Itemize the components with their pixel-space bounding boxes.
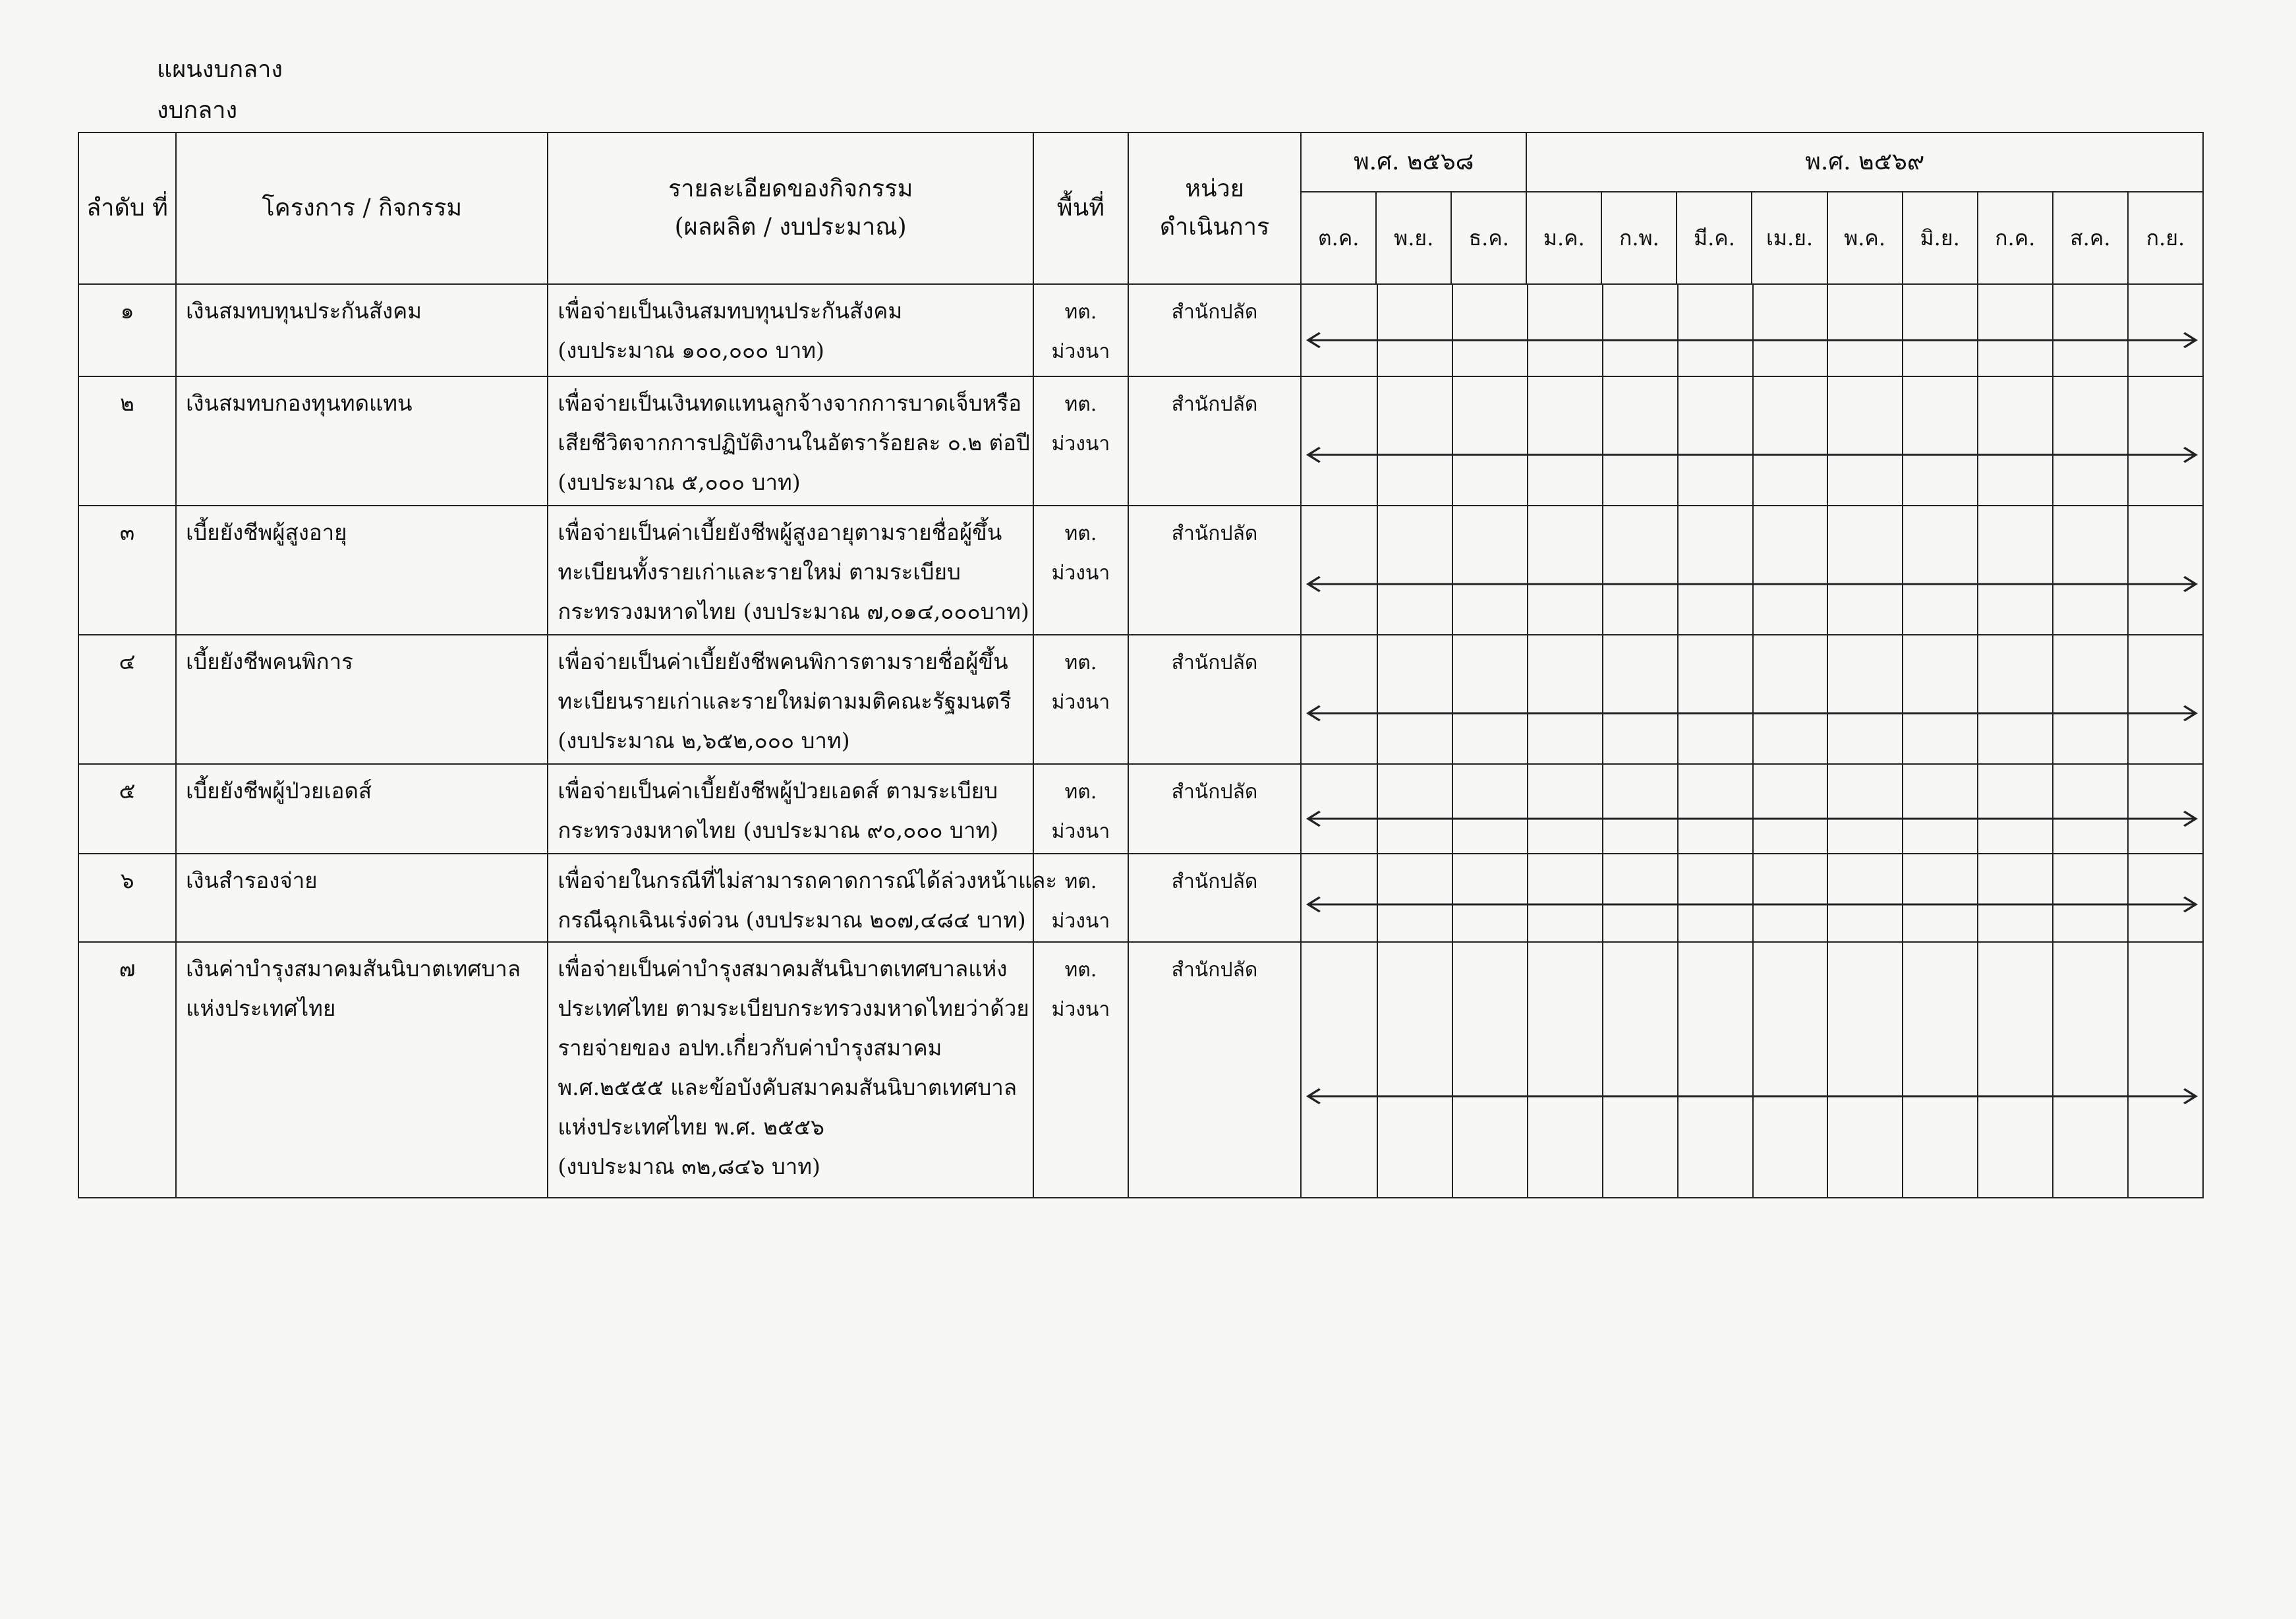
schedule-arrow — [1306, 330, 2198, 350]
header-month: ก.ค. — [1978, 192, 2053, 284]
header-month: พ.ค. — [1827, 192, 1903, 284]
header-area: พื้นที่ — [1033, 132, 1128, 284]
schedule-arrow — [1306, 1086, 2198, 1106]
table-row — [78, 376, 2203, 506]
row-number: ๑ — [78, 284, 176, 376]
month-divider — [2127, 377, 2129, 505]
plan-heading: แผนงบกลาง — [157, 56, 283, 83]
responsible-unit: สำนักปลัด — [1128, 764, 1301, 854]
header-unit-line2: ดำเนินการ — [1159, 214, 1270, 241]
detail-line: แห่งประเทศไทย พ.ศ. ๒๕๕๖ — [558, 1114, 824, 1140]
month-divider — [2127, 635, 2129, 763]
area-line: ทต. — [1064, 301, 1097, 324]
month-divider — [1677, 635, 1679, 763]
month-divider — [1977, 506, 1978, 634]
month-divider — [1602, 635, 1603, 763]
header-month: ต.ค. — [1301, 192, 1376, 284]
table-body — [78, 284, 2203, 1198]
month-divider — [1827, 943, 1828, 1197]
month-divider — [2052, 635, 2053, 763]
project-name: เงินสมทบกองทุนทดแทน — [176, 376, 548, 506]
responsible-unit: สำนักปลัด — [1128, 506, 1301, 635]
schedule-cell — [1301, 506, 2203, 635]
month-divider — [2052, 943, 2053, 1197]
table-row — [78, 764, 2203, 854]
activity-detail — [548, 942, 1033, 1198]
project-name: เบี้ยยังชีพคนพิการ — [176, 635, 548, 764]
detail-line: เพื่อจ่ายเป็นค่าเบี้ยยังชีพคนพิการตามรายชื่อผู้ขึ้น — [558, 649, 1008, 674]
detail-line: กรณีฉุกเฉินเร่งด่วน (งบประมาณ ๒๐๗,๔๘๔ บาท) — [558, 907, 1026, 933]
month-divider — [1602, 506, 1603, 634]
area-line: ทต. — [1064, 393, 1097, 416]
project-name: เงินสมทบทุนประกันสังคม — [176, 284, 548, 376]
header-month: ก.ย. — [2128, 192, 2203, 284]
activity-plan-table — [78, 132, 2204, 1198]
schedule-arrow — [1306, 895, 2198, 914]
area-line: ม่วงนา — [1051, 820, 1110, 843]
month-divider — [1527, 506, 1528, 634]
month-divider — [1977, 635, 1978, 763]
project-name: เงินสำรองจ่าย — [176, 854, 548, 942]
month-gridlines — [1302, 635, 2202, 763]
responsible-unit: สำนักปลัด — [1128, 854, 1301, 942]
area-line: ม่วงนา — [1051, 998, 1110, 1021]
header-project: โครงการ / กิจกรรม — [176, 132, 548, 284]
row-number: ๓ — [78, 506, 176, 635]
detail-line: เพื่อจ่ายเป็นค่าบำรุงสมาคมสันนิบาตเทศบาลแห่ง — [558, 956, 1008, 982]
table-header — [78, 132, 2203, 284]
month-divider — [1527, 635, 1528, 763]
row-number: ๒ — [78, 376, 176, 506]
area-line: ม่วงนา — [1051, 562, 1110, 585]
month-divider — [1752, 943, 1754, 1197]
detail-line: ประเทศไทย ตามระเบียบกระทรวงมหาดไทยว่าด้วย — [558, 995, 1029, 1021]
month-divider — [1827, 635, 1828, 763]
detail-line: เสียชีวิตจากการปฏิบัติงานในอัตราร้อยละ ๐.๒ ต่อปี — [558, 430, 1030, 456]
month-divider — [1752, 635, 1754, 763]
schedule-cell — [1301, 854, 2203, 942]
header-detail-line2: (ผลผลิต / งบประมาณ) — [674, 214, 907, 241]
month-divider — [1677, 377, 1679, 505]
responsible-unit: สำนักปลัด — [1128, 942, 1301, 1198]
row-number: ๕ — [78, 764, 176, 854]
activity-detail — [548, 764, 1033, 854]
schedule-cell — [1301, 942, 2203, 1198]
detail-line: (งบประมาณ ๒,๖๕๒,๐๐๐ บาท) — [558, 728, 850, 753]
project-name: เบี้ยยังชีพผู้ป่วยเอดส์ — [176, 764, 548, 854]
month-gridlines — [1302, 943, 2202, 1197]
month-divider — [1977, 377, 1978, 505]
schedule-arrow — [1306, 809, 2198, 829]
schedule-cell — [1301, 764, 2203, 854]
header-month: เม.ย. — [1752, 192, 1827, 284]
month-divider — [1752, 377, 1754, 505]
month-divider — [1902, 635, 1903, 763]
area-cell — [1033, 284, 1128, 376]
month-divider — [2127, 506, 2129, 634]
area-line: ทต. — [1064, 958, 1097, 982]
detail-line: (งบประมาณ ๑๐๐,๐๐๐ บาท) — [558, 338, 824, 363]
detail-line: รายจ่ายของ อปท.เกี่ยวกับค่าบำรุงสมาคม — [558, 1035, 942, 1061]
header-month: มิ.ย. — [1903, 192, 1978, 284]
month-divider — [2052, 377, 2053, 505]
header-month: มี.ค. — [1677, 192, 1752, 284]
area-line: ทต. — [1064, 522, 1097, 545]
month-divider — [1602, 943, 1603, 1197]
schedule-arrow — [1306, 574, 2198, 594]
header-month: ก.พ. — [1601, 192, 1677, 284]
header-month: ม.ค. — [1526, 192, 1601, 284]
month-divider — [1827, 506, 1828, 634]
month-divider — [1752, 506, 1754, 634]
row-number: ๗ — [78, 942, 176, 1198]
month-divider — [1977, 943, 1978, 1197]
detail-line: (งบประมาณ ๓๒,๘๔๖ บาท) — [558, 1154, 820, 1179]
area-cell — [1033, 764, 1128, 854]
month-divider — [1827, 377, 1828, 505]
area-line: ทต. — [1064, 780, 1097, 804]
header-detail — [548, 132, 1033, 284]
area-cell — [1033, 506, 1128, 635]
month-divider — [1377, 635, 1378, 763]
month-divider — [1452, 635, 1453, 763]
area-cell — [1033, 635, 1128, 764]
table-row — [78, 506, 2203, 635]
detail-line: พ.ศ.๒๕๕๕ และข้อบังคับสมาคมสันนิบาตเทศบาล — [558, 1074, 1018, 1100]
header-unit-line1: หน่วย — [1185, 175, 1244, 202]
schedule-cell — [1301, 376, 2203, 506]
header-month: ธ.ค. — [1451, 192, 1526, 284]
project-name: เงินค่าบำรุงสมาคมสันนิบาตเทศบาลแห่งประเทศไทย — [176, 942, 548, 1198]
row-number: ๖ — [78, 854, 176, 942]
header-no: ลำดับ ที่ — [78, 132, 176, 284]
detail-line: กระทรวงมหาดไทย (งบประมาณ ๗,๐๑๔,๐๐๐บาท) — [558, 599, 1029, 624]
detail-line: เพื่อจ่ายเป็นเงินสมทบทุนประกันสังคม — [558, 298, 903, 324]
month-divider — [1527, 377, 1528, 505]
month-divider — [2052, 506, 2053, 634]
detail-line: ทะเบียนรายเก่าและรายใหม่ตามมติคณะรัฐมนตรี — [558, 688, 1012, 714]
header-month: ส.ค. — [2053, 192, 2128, 284]
table-row — [78, 284, 2203, 376]
schedule-arrow — [1306, 445, 2198, 465]
responsible-unit: สำนักปลัด — [1128, 635, 1301, 764]
row-number: ๔ — [78, 635, 176, 764]
area-line: ม่วงนา — [1051, 910, 1110, 933]
plan-subheading: งบกลาง — [157, 97, 238, 124]
header-year-2568: พ.ศ. ๒๕๖๘ — [1301, 132, 1526, 192]
table-row — [78, 942, 2203, 1198]
month-gridlines — [1302, 377, 2202, 505]
detail-line: เพื่อจ่ายในกรณีที่ไม่สามารถคาดการณ์ได้ล่วงหน้าและ — [558, 868, 1058, 893]
month-divider — [1902, 377, 1903, 505]
detail-line: (งบประมาณ ๕,๐๐๐ บาท) — [558, 469, 801, 495]
detail-line: เพื่อจ่ายเป็นค่าเบี้ยยังชีพผู้สูงอายุตามรายชื่อผู้ขึ้น — [558, 519, 1002, 545]
table-row — [78, 635, 2203, 764]
month-divider — [2127, 943, 2129, 1197]
month-divider — [1377, 943, 1378, 1197]
area-line: ม่วงนา — [1051, 340, 1110, 363]
schedule-cell — [1301, 284, 2203, 376]
month-divider — [1602, 377, 1603, 505]
month-divider — [1452, 943, 1453, 1197]
header-year-2569: พ.ศ. ๒๕๖๙ — [1526, 132, 2203, 192]
month-divider — [1677, 506, 1679, 634]
header-month: พ.ย. — [1376, 192, 1451, 284]
detail-line: เพื่อจ่ายเป็นค่าเบี้ยยังชีพผู้ป่วยเอดส์ ตามระเบียบ — [558, 778, 998, 804]
header-detail-line1: รายละเอียดของกิจกรรม — [668, 175, 913, 202]
schedule-arrow — [1306, 703, 2198, 723]
responsible-unit: สำนักปลัด — [1128, 376, 1301, 506]
activity-detail — [548, 506, 1033, 635]
month-divider — [1902, 506, 1903, 634]
detail-line: ทะเบียนทั้งรายเก่าและรายใหม่ ตามระเบียบ — [558, 559, 961, 585]
header-unit — [1128, 132, 1301, 284]
project-name: เบี้ยยังชีพผู้สูงอายุ — [176, 506, 548, 635]
area-line: ทต. — [1064, 651, 1097, 674]
month-divider — [1377, 377, 1378, 505]
month-gridlines — [1302, 506, 2202, 634]
month-divider — [1452, 506, 1453, 634]
table-row — [78, 854, 2203, 942]
month-divider — [1452, 377, 1453, 505]
activity-detail — [548, 376, 1033, 506]
schedule-cell — [1301, 635, 2203, 764]
month-divider — [1677, 943, 1679, 1197]
area-line: ม่วงนา — [1051, 691, 1110, 714]
detail-line: กระทรวงมหาดไทย (งบประมาณ ๙๐,๐๐๐ บาท) — [558, 817, 999, 843]
month-divider — [1527, 943, 1528, 1197]
month-divider — [1902, 943, 1903, 1197]
activity-detail — [548, 284, 1033, 376]
area-line: ทต. — [1064, 870, 1097, 893]
activity-detail — [548, 635, 1033, 764]
area-cell — [1033, 942, 1128, 1198]
detail-line: เพื่อจ่ายเป็นเงินทดแทนลูกจ้างจากการบาดเจ็บหรือ — [558, 390, 1022, 416]
month-divider — [1377, 506, 1378, 634]
activity-detail — [548, 854, 1058, 942]
area-line: ม่วงนา — [1051, 432, 1110, 456]
area-cell — [1033, 376, 1128, 506]
responsible-unit: สำนักปลัด — [1128, 284, 1301, 376]
